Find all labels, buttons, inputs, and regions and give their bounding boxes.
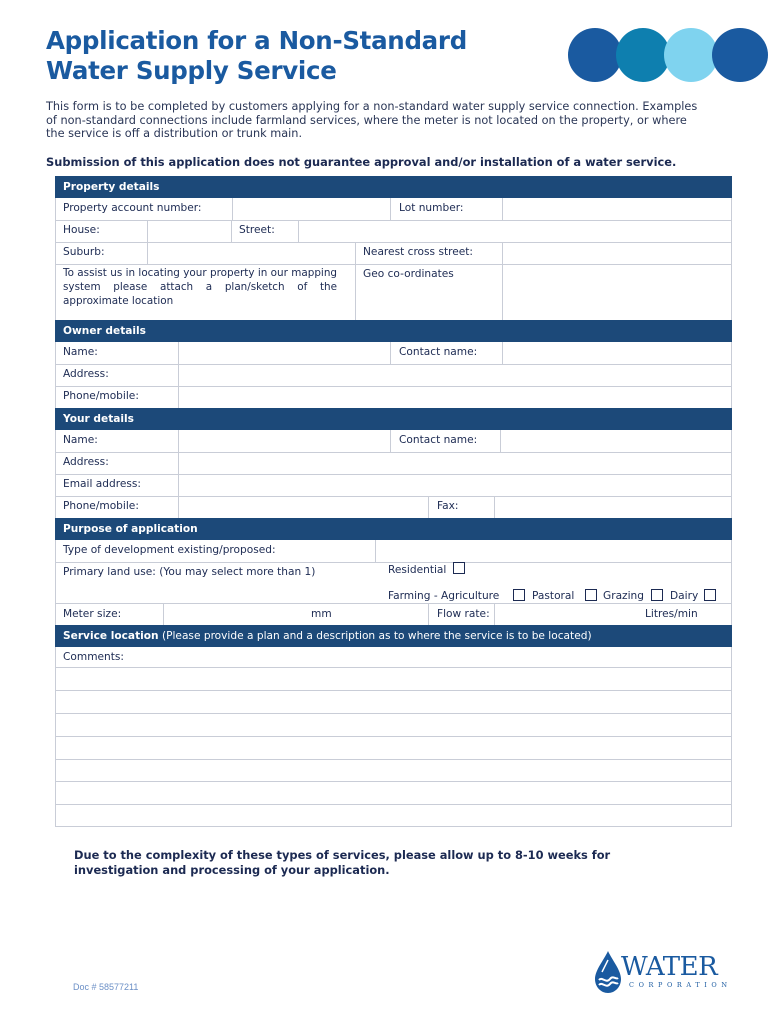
property-account-label: Property account number: [63,202,202,214]
farming-agriculture-label: Farming - Agriculture [388,590,500,602]
logo-subtitle: CORPORATION [629,981,732,989]
circle-4 [712,28,768,82]
owner-address-label: Address: [63,368,109,380]
geo-coordinates-field[interactable] [503,264,731,320]
residential-label: Residential [388,564,447,576]
service-location-note: (Please provide a plan and a description as to where the service is to be located) [158,630,592,642]
decorative-circles [568,28,768,82]
lot-number-label: Lot number: [399,202,464,214]
primary-land-use-label: Primary land use: (You may select more than 1) [63,566,316,578]
comments-label: Comments: [63,651,124,663]
your-address-field[interactable] [179,452,731,474]
owner-details-header: Owner details [55,320,732,342]
suburb-field[interactable] [148,242,355,264]
owner-phone-label: Phone/mobile: [63,390,139,402]
development-type-label: Type of development existing/proposed: [63,544,276,556]
street-field[interactable] [299,220,731,242]
owner-name-field[interactable] [179,342,389,364]
street-label: Street: [239,224,275,236]
circle-1 [568,28,622,82]
property-details-header: Property details [55,176,732,198]
meter-size-field[interactable] [164,603,427,625]
page-title-line-1: Application for a Non-Standard [46,26,467,55]
lot-number-field[interactable] [503,198,731,220]
house-field[interactable] [148,220,231,242]
grazing-checkbox[interactable] [651,589,663,601]
nearest-cross-street-label: Nearest cross street: [363,246,474,258]
owner-contact-name-field[interactable] [503,342,731,364]
document-number: Doc # 58577211 [73,982,139,992]
service-location-title: Service location [63,630,159,642]
fax-field[interactable] [495,496,731,518]
owner-address-field[interactable] [179,364,731,386]
purpose-header: Purpose of application [55,518,732,540]
owner-contact-name-label: Contact name: [399,346,478,358]
dairy-label: Dairy [670,590,699,602]
processing-time-note: Due to the complexity of these types of services, please allow up to 8-10 weeks for investigation and processing of your application. [74,848,611,877]
circle-3 [664,28,718,82]
service-location-header [55,625,732,647]
page-title [46,26,546,86]
your-phone-label: Phone/mobile: [63,500,139,512]
house-label: House: [63,224,100,236]
pastoral-checkbox[interactable] [585,589,597,601]
your-phone-field[interactable] [179,496,428,518]
mapping-assist-note: To assist us in locating your property in our mapping system please attach a plan/sketch of the approximate location [63,267,337,307]
your-name-field[interactable] [179,430,389,452]
your-contact-name-label: Contact name: [399,434,478,446]
nearest-cross-street-field[interactable] [503,242,731,264]
your-details-header: Your details [55,408,732,430]
email-address-label: Email address: [63,478,141,490]
pastoral-label: Pastoral [532,590,575,602]
approval-warning: Submission of this application does not guarantee approval and/or installation of a water service. [46,155,677,169]
intro-paragraph: This form is to be completed by customers applying for a non-standard water supply service connection. Examples of non-standard connections include farmland services, where the meter is not located on the property, or where the service is off a distribution or trunk main. [46,100,698,141]
owner-name-label: Name: [63,346,98,358]
page-title-line-2: Water Supply Service [46,56,337,85]
dairy-checkbox[interactable] [704,589,716,601]
your-address-label: Address: [63,456,109,468]
flow-rate-label: Flow rate: [437,608,490,620]
residential-checkbox[interactable] [453,562,465,574]
flow-rate-unit: Litres/min [645,608,698,620]
development-type-field[interactable] [376,540,731,562]
suburb-label: Suburb: [63,246,105,258]
farming-agriculture-checkbox[interactable] [513,589,525,601]
fax-label: Fax: [437,500,459,512]
your-name-label: Name: [63,434,98,446]
your-contact-name-field[interactable] [501,430,731,452]
grazing-label: Grazing [603,590,644,602]
email-address-field[interactable] [179,474,731,496]
water-corporation-logo [593,950,732,994]
circle-2 [616,28,670,82]
logo-wordmark: WATER [621,952,718,982]
geo-coordinates-label: Geo co-ordinates [363,268,454,280]
meter-size-label: Meter size: [63,608,122,620]
owner-phone-field[interactable] [179,386,731,408]
water-drop-icon [593,950,623,994]
meter-size-unit: mm [311,608,332,620]
property-account-field[interactable] [233,198,390,220]
